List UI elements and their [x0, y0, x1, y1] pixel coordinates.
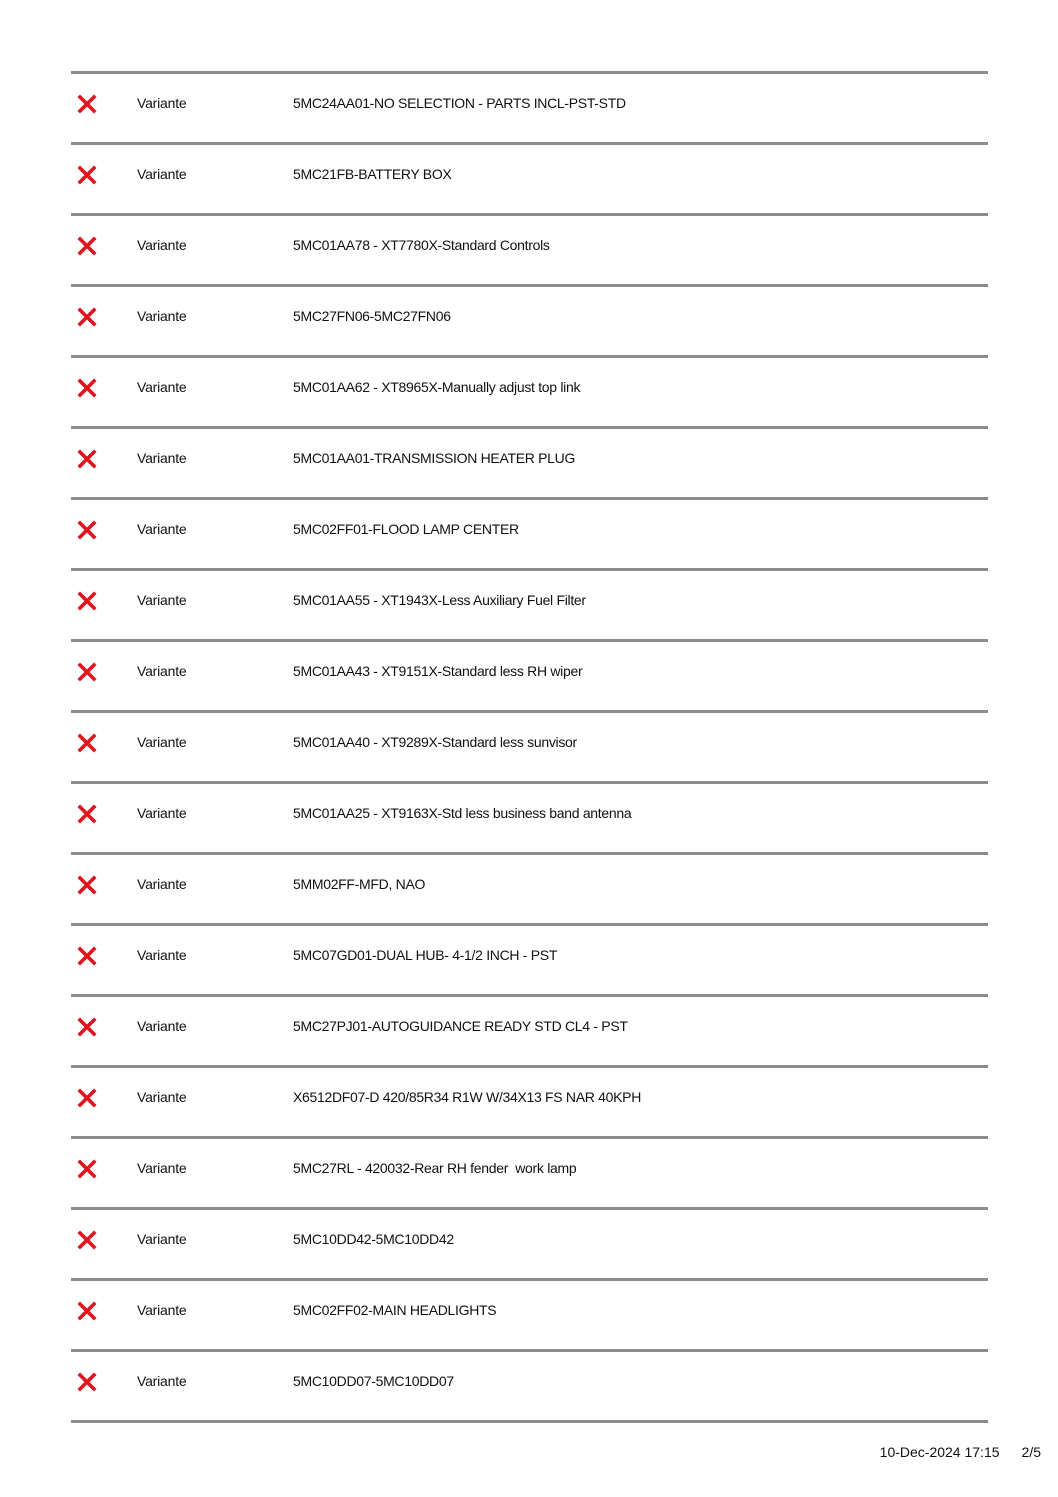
page-footer: [880, 1443, 1041, 1461]
row-value: 5MC27FN06-5MC27FN06: [293, 308, 451, 324]
row-label: Variante: [137, 308, 187, 324]
red-x-icon: [77, 94, 97, 114]
red-x-icon: [77, 591, 97, 611]
row-value: X6512DF07-D 420/85R34 R1W W/34X13 FS NAR 40KPH: [293, 1089, 642, 1105]
red-x-icon: [77, 236, 97, 256]
red-x-icon: [77, 165, 97, 185]
row-label: Variante: [137, 1373, 187, 1389]
red-x-icon: [77, 307, 97, 327]
row-value: 5MC01AA43 - XT9151X-Standard less RH wiper: [293, 663, 583, 679]
row-label: Variante: [137, 95, 187, 111]
row-value: 5MC01AA25 - XT9163X-Std less business band antenna: [293, 805, 632, 821]
variant-row: [71, 74, 988, 145]
row-value: 5MC01AA01-TRANSMISSION HEATER PLUG: [293, 450, 576, 466]
row-label: Variante: [137, 947, 187, 963]
row-value: 5MC01AA55 - XT1943X-Less Auxiliary Fuel Filter: [293, 592, 586, 608]
variant-list: [71, 74, 988, 1423]
red-x-icon: [77, 378, 97, 398]
row-label: Variante: [137, 379, 187, 395]
row-label: Variante: [137, 1302, 187, 1318]
red-x-icon: [77, 662, 97, 682]
variant-row: [71, 145, 988, 216]
row-label: Variante: [137, 592, 187, 608]
row-value: 5MC01AA62 - XT8965X-Manually adjust top link: [293, 379, 581, 395]
row-label: Variante: [137, 1160, 187, 1176]
red-x-icon: [77, 1301, 97, 1321]
variant-row: [71, 642, 988, 713]
row-label: Variante: [137, 805, 187, 821]
variant-row: [71, 571, 988, 642]
row-label: Variante: [137, 521, 187, 537]
variant-row: [71, 855, 988, 926]
footer-page-number: 2/5: [1021, 1444, 1041, 1460]
variant-row: [71, 1210, 988, 1281]
red-x-icon: [77, 875, 97, 895]
row-value: 5MC01AA78 - XT7780X-Standard Controls: [293, 237, 550, 253]
footer-timestamp: 10-Dec-2024 17:15: [879, 1444, 1000, 1460]
variant-row: [71, 429, 988, 500]
row-value: 5MC02FF02-MAIN HEADLIGHTS: [293, 1302, 497, 1318]
variant-row: [71, 1281, 988, 1352]
variant-row: [71, 287, 988, 358]
red-x-icon: [77, 1017, 97, 1037]
row-label: Variante: [137, 663, 187, 679]
red-x-icon: [77, 1088, 97, 1108]
red-x-icon: [77, 520, 97, 540]
red-x-icon: [77, 1159, 97, 1179]
variant-row: [71, 784, 988, 855]
row-label: Variante: [137, 166, 187, 182]
row-value: 5MC02FF01-FLOOD LAMP CENTER: [293, 521, 519, 537]
red-x-icon: [77, 1230, 97, 1250]
row-value: 5MC01AA40 - XT9289X-Standard less sunvisor: [293, 734, 577, 750]
row-value: 5MC21FB-BATTERY BOX: [293, 166, 452, 182]
row-label: Variante: [137, 450, 187, 466]
row-value: 5MC24AA01-NO SELECTION - PARTS INCL-PST-STD: [293, 95, 626, 111]
variant-row: [71, 1068, 988, 1139]
red-x-icon: [77, 733, 97, 753]
red-x-icon: [77, 1372, 97, 1392]
row-value: 5MM02FF-MFD, NAO: [293, 876, 426, 892]
row-value: 5MC07GD01-DUAL HUB- 4-1/2 INCH - PST: [293, 947, 558, 963]
row-label: Variante: [137, 734, 187, 750]
variant-row: [71, 500, 988, 571]
variant-row: [71, 1352, 988, 1423]
variant-row: [71, 997, 988, 1068]
red-x-icon: [77, 946, 97, 966]
red-x-icon: [77, 449, 97, 469]
row-value: 5MC10DD42-5MC10DD42: [293, 1231, 454, 1247]
variant-row: [71, 358, 988, 429]
row-label: Variante: [137, 1089, 187, 1105]
row-label: Variante: [137, 1018, 187, 1034]
row-value: 5MC27PJ01-AUTOGUIDANCE READY STD CL4 - PST: [293, 1018, 628, 1034]
variant-row: [71, 216, 988, 287]
variant-row: [71, 713, 988, 784]
row-label: Variante: [137, 237, 187, 253]
row-label: Variante: [137, 1231, 187, 1247]
variant-row: [71, 926, 988, 997]
variant-row: [71, 1139, 988, 1210]
row-label: Variante: [137, 876, 187, 892]
row-value: 5MC27RL - 420032-Rear RH fender work lamp: [293, 1160, 577, 1176]
red-x-icon: [77, 804, 97, 824]
row-value: 5MC10DD07-5MC10DD07: [293, 1373, 454, 1389]
